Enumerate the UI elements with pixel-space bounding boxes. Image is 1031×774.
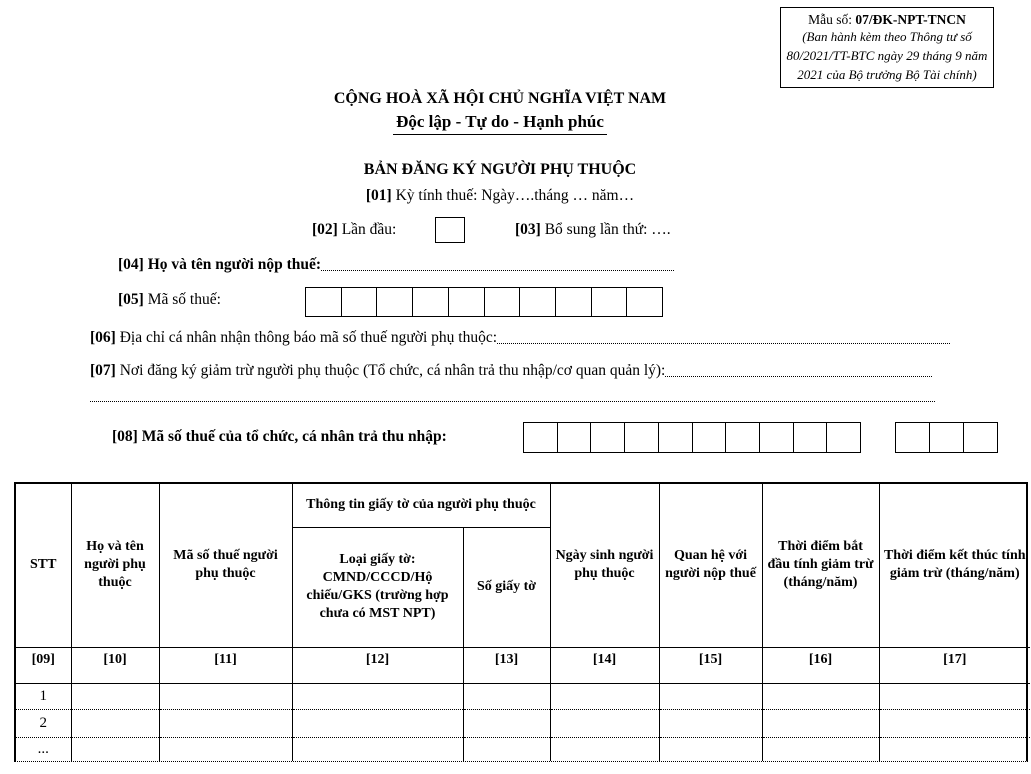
- digit-box[interactable]: [659, 422, 693, 453]
- form-number-code: 07/ĐK-NPT-TNCN: [855, 12, 966, 27]
- empty-data-cell[interactable]: [762, 709, 879, 737]
- column-code-cell: [13]: [463, 647, 550, 683]
- digit-box[interactable]: [377, 287, 413, 317]
- empty-data-cell[interactable]: [159, 737, 292, 761]
- col-header-birth-date: Ngày sinh người phụ thuộc: [550, 484, 659, 647]
- field-02-label: Lần đầu:: [341, 221, 397, 238]
- taxpayer-mst-boxes: [305, 287, 663, 317]
- empty-data-cell[interactable]: [659, 709, 762, 737]
- first-time-checkbox[interactable]: [435, 217, 465, 243]
- digit-box[interactable]: [558, 422, 592, 453]
- field-03-label: Bổ sung lần thứ: ….: [544, 221, 671, 238]
- field-01-tax-period: [0, 187, 1000, 205]
- empty-data-cell[interactable]: [879, 709, 1030, 737]
- digit-box[interactable]: [760, 422, 794, 453]
- digit-box[interactable]: [930, 422, 964, 453]
- empty-data-cell[interactable]: [879, 737, 1030, 761]
- empty-data-cell[interactable]: [463, 737, 550, 761]
- empty-data-cell[interactable]: [659, 737, 762, 761]
- digit-box[interactable]: [895, 422, 930, 453]
- payer-mst-boxes: [523, 422, 861, 453]
- row-index-cell: 1: [39, 687, 47, 704]
- digit-box[interactable]: [449, 287, 485, 317]
- column-code-cell: [11]: [159, 647, 292, 683]
- col-header-dependent-mst: Mã số thuế người phụ thuộc: [159, 484, 292, 647]
- field-07-fill-line[interactable]: [665, 367, 932, 377]
- column-code-row: [16, 647, 1030, 683]
- digit-box[interactable]: [625, 422, 659, 453]
- field-05-label: Mã số thuế:: [147, 291, 221, 308]
- digit-box[interactable]: [413, 287, 449, 317]
- empty-data-cell[interactable]: [550, 737, 659, 761]
- column-code-cell: [09]: [16, 647, 71, 683]
- table-row: [16, 683, 1030, 709]
- col-header-doc-group: Thông tin giấy tờ của người phụ thuộc: [292, 484, 550, 527]
- field-06-address: [90, 329, 950, 347]
- column-code-cell: [17]: [879, 647, 1030, 683]
- field-03-number: [03]: [515, 221, 541, 238]
- field-07-label: [07] Nơi đăng ký giảm trừ người phụ thuộc (Tổ chức, cá nhân trả thu nhập/cơ quan quản lý):: [90, 362, 666, 379]
- form-number-box: [780, 7, 994, 88]
- form-title: BẢN ĐĂNG KÝ NGƯỜI PHỤ THUỘC: [363, 161, 637, 178]
- digit-box[interactable]: [693, 422, 727, 453]
- empty-data-cell[interactable]: [71, 683, 159, 709]
- field-01-number: [01]: [365, 187, 392, 204]
- col-header-deduction-end: Thời điểm kết thúc tính giảm trừ (tháng/năm): [879, 484, 1030, 647]
- field-05-tax-code: [118, 291, 221, 309]
- digit-box[interactable]: [520, 287, 556, 317]
- empty-data-cell[interactable]: [762, 737, 879, 761]
- column-code-cell: [16]: [762, 647, 879, 683]
- digit-box[interactable]: [523, 422, 558, 453]
- digit-box[interactable]: [556, 287, 592, 317]
- empty-data-cell[interactable]: [71, 709, 159, 737]
- empty-data-cell[interactable]: [762, 683, 879, 709]
- digit-box[interactable]: [305, 287, 342, 317]
- field-06-label: [06] Địa chỉ cá nhân nhận thông báo mã số thuế người phụ thuộc:: [90, 329, 498, 346]
- empty-data-cell[interactable]: [159, 683, 292, 709]
- column-code-cell: [10]: [71, 647, 159, 683]
- field-07-deduction-place: [90, 362, 932, 380]
- empty-data-cell[interactable]: [292, 737, 463, 761]
- column-code-cell: [15]: [659, 647, 762, 683]
- empty-data-cell[interactable]: [550, 683, 659, 709]
- form-number-label: Mẫu số:: [808, 12, 852, 27]
- empty-data-cell[interactable]: [71, 737, 159, 761]
- col-header-deduction-start: Thời điểm bắt đầu tính giảm trừ (tháng/năm): [762, 484, 879, 647]
- digit-box[interactable]: [591, 422, 625, 453]
- table-row: [16, 737, 1030, 761]
- field-06-fill-line[interactable]: [497, 334, 950, 344]
- digit-box[interactable]: [592, 287, 628, 317]
- column-code-cell: [14]: [550, 647, 659, 683]
- national-motto: Độc lập - Tự do - Hạnh phúc: [393, 112, 607, 135]
- digit-box[interactable]: [726, 422, 760, 453]
- empty-data-cell[interactable]: [879, 683, 1030, 709]
- empty-data-cell[interactable]: [463, 683, 550, 709]
- empty-data-cell[interactable]: [463, 709, 550, 737]
- field-03-supplement: [515, 221, 671, 239]
- empty-data-cell[interactable]: [292, 709, 463, 737]
- table-row: [16, 709, 1030, 737]
- field-04-fill-line[interactable]: [321, 261, 674, 271]
- field-02-number: [02]: [312, 221, 338, 238]
- column-code-cell: [12]: [292, 647, 463, 683]
- digit-box[interactable]: [964, 422, 998, 453]
- dependents-table: [14, 482, 1028, 762]
- empty-data-cell[interactable]: [292, 683, 463, 709]
- col-header-relationship: Quan hệ với người nộp thuế: [659, 484, 762, 647]
- empty-data-cell[interactable]: [550, 709, 659, 737]
- field-08-number: [08]: [112, 428, 138, 445]
- form-number-line: [786, 12, 988, 28]
- empty-data-cell[interactable]: [659, 683, 762, 709]
- field-01-label: Kỳ tính thuế: Ngày….tháng … năm…: [395, 187, 635, 204]
- digit-box[interactable]: [627, 287, 663, 317]
- col-header-doc-number: Số giấy tờ: [463, 527, 550, 647]
- digit-box[interactable]: [827, 422, 861, 453]
- col-header-stt: STT: [30, 557, 57, 573]
- payer-mst-branch-boxes: [895, 422, 998, 453]
- field-05-number: [05]: [118, 291, 144, 308]
- field-08-payer-mst: [112, 428, 447, 446]
- motto-line: [0, 112, 1000, 135]
- national-title: CỘNG HOÀ XÃ HỘI CHỦ NGHĨA VIỆT NAM: [333, 90, 667, 107]
- row-index-cell: 2: [16, 709, 71, 737]
- field-08-label: Mã số thuế của tổ chức, cá nhân trả thu nhập:: [141, 428, 447, 445]
- col-header-doc-type: Loại giấy tờ: CMND/CCCD/Hộ chiếu/GKS (trường hợp chưa có MST NPT): [292, 527, 463, 647]
- empty-data-cell[interactable]: [159, 709, 292, 737]
- field-04-taxpayer-name: [118, 256, 674, 274]
- table-body: [16, 683, 1030, 761]
- form-issuance-note: (Ban hành kèm theo Thông tư số 80/2021/TT-BTC ngày 29 tháng 9 năm 2021 của Bộ trưởng Bộ Tài chính): [786, 29, 988, 82]
- field-02-first-time: [312, 221, 396, 239]
- row-index-cell: ...: [16, 737, 71, 761]
- digit-box[interactable]: [794, 422, 828, 453]
- field-07-continuation-line[interactable]: [90, 392, 935, 402]
- field-04-label: [04] Họ và tên người nộp thuế:: [118, 256, 322, 273]
- digit-box[interactable]: [342, 287, 378, 317]
- digit-box[interactable]: [485, 287, 521, 317]
- col-header-dependent-name: Họ và tên người phụ thuộc: [71, 484, 159, 647]
